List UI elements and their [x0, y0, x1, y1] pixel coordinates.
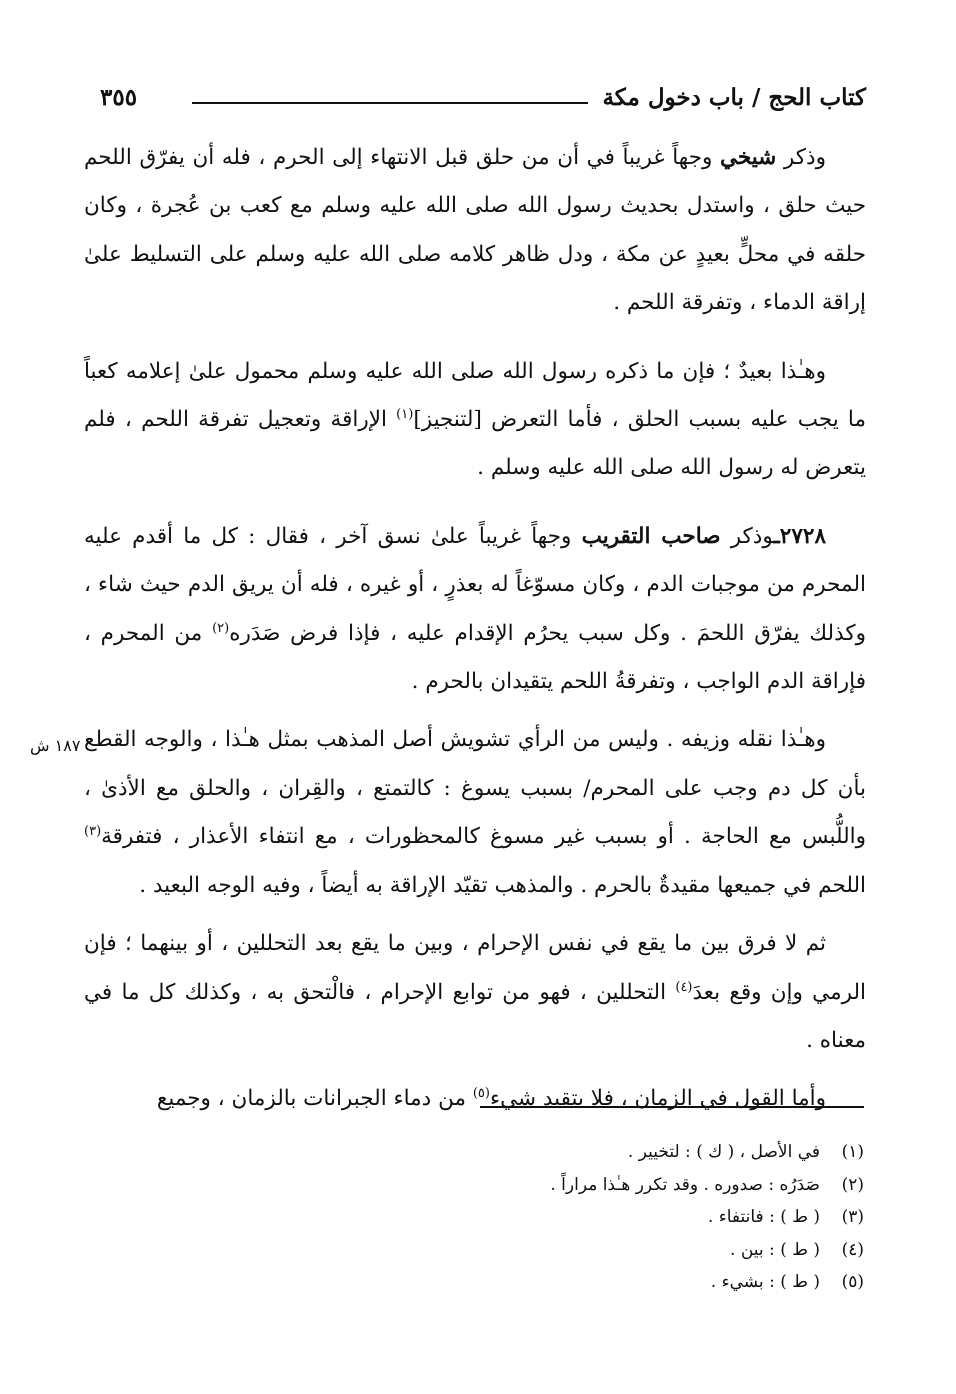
footnotes [120, 1136, 864, 1299]
footnote: (١)في الأصل ، ( ك ) : لتخيير . [627, 1142, 864, 1162]
paragraph-6: وأما القول في الزمان ، فلا يتقيد شيء$^{(٥)}$ من دماء الجبرانات بالزمان ، وجميع [156, 1086, 826, 1112]
paragraph-2: وهـٰذا بعيدٌ ؛ فإن ما ذكره رسول الله صلى الله عليه وسلم محمول علىٰ إعلامه كعباً ما يجب عليه بسبب الحلق ، فأما التعرض [لتنجيز]$^{(١)}$ الإراقة وتعجيل تفرقة اللحم ، فلم يتعرض له رسول الله صلى الله عليه وسلم . [84, 358, 866, 481]
paragraph-3: ٢٧٢٨ـوذكر صاحب التقريب وجهاً غريباً علىٰ نسق آخر ، فقال : كل ما أقدم عليه المحرم من موجبات الدم ، وكان مسوّغاً له بعذرٍ ، أو غيره ، فله أن يريق الدم حيث شاء ، وكذلك يفرّق اللحمَ . وكل سبب يحرُم الإقدام عليه ، فإذا فرض صَدَره$^{(٢)}$ من المحرم ، فإراقة الدم الواجب ، وتفرقةُ اللحم يتقيدان بالحرم . [84, 523, 866, 695]
paragraph-5: ثم لا فرق بين ما يقع في نفس الإحرام ، وبين ما يقع بعد التحللين ، أو بينهما ؛ فإن الرمي وإن وقع بعدَ$^{(٤)}$ التحللين ، فهو من توابع الإحرام ، فالْتحق به ، وكذلك كل ما في معناه . [84, 931, 866, 1053]
footnote: (٤)( ط ) : بين . [730, 1239, 864, 1260]
paragraph-1: وذكر شيخي وجهاً غريباً في أن من حلق قبل الانتهاء إلى الحرم ، فله أن يفرّق اللحم حيث حلق ، واستدل بحديث رسول الله صلى الله عليه وسلم مع كعب بن عُجرة ، وكان حلقه في محلٍّ بعيدٍ عن مكة ، ودل ظاهر كلامه صلى الله عليه وسلم على التسليط علىٰ إراقة الدماء ، وتفرقة اللحم . [84, 145, 866, 316]
manuscript-folio-note: ١٨٧ ش [30, 736, 81, 755]
main-text [84, 134, 866, 1134]
cited-name: صاحب التقريب [581, 523, 721, 549]
footnote: (٢)صَدَرُه : صدوره . وقد تكرر هـٰذا مراراً . [550, 1174, 864, 1195]
cited-name: شيخي [720, 145, 777, 170]
paragraph-4: وهـٰذا نقله وزيفه . وليس من الرأي تشويش أصل المذهب بمثل هـٰذا ، والوجه القطع بأن كل دم وجب على المحرم/ بسبب يسوغ : كالتمتع ، والقِران ، والحلق مع الأذىٰ ، واللُّبس مع الحاجة . أو بسبب غير مسوغ كالمحظورات ، مع انتفاء الأعذار ، فتفرقة$^{(٣)}$ اللحم في جميعها مقيدةٌ بالحرم . والمذهب تقيّد الإراقة به أيضاً ، وفيه الوجه البعيد . [84, 727, 866, 898]
footnote-ref-3: (٣) [84, 824, 102, 840]
footnote-ref-4: (٤) [675, 979, 693, 995]
running-header [100, 78, 866, 122]
footnote-ref-2: (٢) [212, 620, 230, 636]
footnote-divider [480, 1106, 864, 1108]
issue-number: ٢٧٢٨ـ [773, 523, 826, 549]
footnote-ref-1: (١) [396, 406, 414, 422]
footnote: (٣)( ط ) : فانتفاء . [707, 1207, 864, 1227]
footnote: (٥)( ط ) : بشيء . [710, 1272, 864, 1292]
footnote-ref-5: (٥) [472, 1086, 490, 1102]
chapter-title: كتاب الحج / باب دخول مكة [602, 84, 866, 111]
header-rule [192, 102, 588, 104]
page-number: ٣٥٥ [100, 84, 138, 111]
